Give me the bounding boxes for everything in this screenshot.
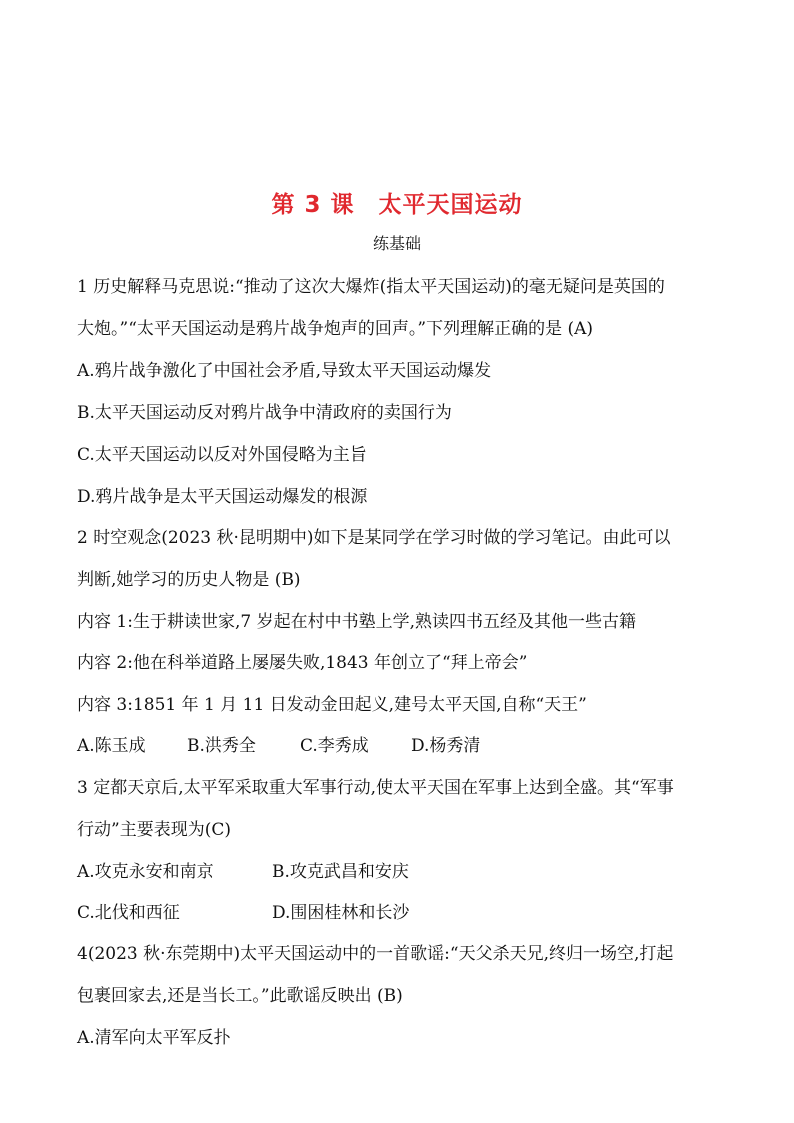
- q1-option-b: B.太平天国运动反对鸦片战争中清政府的卖国行为: [77, 403, 452, 423]
- q2-content-3: 内容 3:1851 年 1 月 11 日发动金田起义,建号太平天国,自称“天王”: [77, 695, 587, 715]
- q2-content-2: 内容 2:他在科举道路上屡屡失败,1843 年创立了“拜上帝会”: [77, 653, 528, 673]
- q1-option-a: A.鸦片战争激化了中国社会矛盾,导致太平天国运动爆发: [77, 361, 492, 381]
- q1-stem-line2: 大炮。”“太平天国运动是鸦片战争炮声的回声。”下列理解正确的是 (A): [77, 319, 594, 339]
- q2-option-d: D.杨秀清: [411, 736, 481, 756]
- q3-options-row2: [77, 898, 409, 923]
- q1-stem-line1: 1 历史解释马克思说:“推动了这次大爆炸(指太平天国运动)的毫无疑问是英国的: [77, 277, 665, 297]
- lesson-title: 第 3 课 太平天国运动: [271, 192, 523, 218]
- q2-stem-line1: 2 时空观念(2023 秋·昆明期中)如下是某同学在学习时做的学习笔记。由此可以: [77, 528, 671, 548]
- q3-options-row1: [77, 857, 409, 882]
- q3-option-d: D.围困桂林和长沙: [272, 903, 410, 923]
- q2-stem-line2: 判断,她学习的历史人物是 (B): [77, 570, 301, 590]
- q2-option-a: A.陈玉成: [77, 736, 146, 756]
- q4-stem-line2: 包裹回家去,还是当长工。”此歌谣反映出 (B): [77, 986, 403, 1006]
- q2-options-row: [77, 731, 480, 756]
- q3-option-a: A.攻克永安和南京: [77, 862, 214, 882]
- q3-option-c: C.北伐和西征: [77, 903, 180, 923]
- q1-option-c: C.太平天国运动以反对外国侵略为主旨: [77, 445, 367, 465]
- q2-option-b: B.洪秀全: [187, 736, 256, 756]
- q3-option-b: B.攻克武昌和安庆: [272, 862, 409, 882]
- q4-stem-line1: 4(2023 秋·东莞期中)太平天国运动中的一首歌谣:“天父杀天兄,终归一场空,打起: [77, 944, 674, 964]
- section-subtitle: 练基础: [372, 234, 421, 253]
- q3-stem-line2: 行动”主要表现为(C): [77, 820, 231, 840]
- q2-option-c: C.李秀成: [300, 736, 369, 756]
- q1-option-d: D.鸦片战争是太平天国运动爆发的根源: [77, 487, 368, 507]
- q4-option-a: A.清军向太平军反扑: [77, 1028, 231, 1048]
- q2-content-1: 内容 1:生于耕读世家,7 岁起在村中书塾上学,熟读四书五经及其他一些古籍: [77, 612, 636, 632]
- q3-stem-line1: 3 定都天京后,太平军采取重大军事行动,使太平天国在军事上达到全盛。其“军事: [77, 778, 674, 798]
